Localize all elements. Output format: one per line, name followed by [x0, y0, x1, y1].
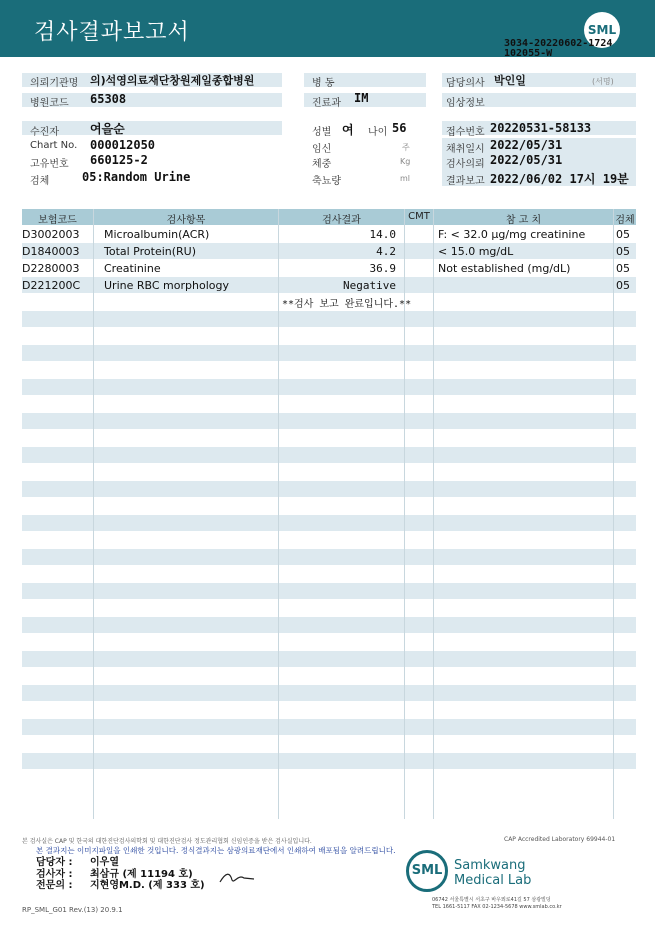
row-code: D2280003 — [22, 262, 80, 275]
table-row-stripe — [22, 413, 636, 429]
chart-label: Chart No. — [30, 140, 78, 151]
table-row-stripe — [22, 583, 636, 599]
barcode-suffix: 102055-W — [504, 48, 553, 59]
print-notice: 본 결과지는 이미지파일을 인쇄한 것입니다. 정식결과지는 삼광의료재단에서 인쇄하여 배포됨을 알려드립니다. — [36, 846, 396, 855]
col-test-item: 검사항목 — [166, 215, 206, 226]
barcode-number: 3034-20220602-1724 — [504, 38, 613, 49]
pregnancy-unit: 주 — [402, 143, 410, 152]
sml-logo-icon: SML — [584, 12, 620, 48]
weight-unit: Kg — [400, 157, 411, 166]
row-specimen: 05 — [616, 262, 630, 275]
row-code: D221200C — [22, 279, 81, 292]
clinical-label: 임상정보 — [446, 98, 485, 109]
id-label: 고유번호 — [30, 159, 69, 170]
sex-value: 여 — [342, 123, 354, 137]
pregnancy-label: 임신 — [312, 144, 332, 155]
row-ref: F: < 32.0 μg/mg creatinine — [438, 228, 586, 241]
col-specimen: 검체 — [615, 215, 635, 226]
chart-value: 000012050 — [90, 138, 156, 152]
cap-note: CAP Accredited Laboratory 69944-01 — [504, 836, 616, 843]
row-item: Microalbumin(ACR) — [104, 228, 210, 241]
examiner-value: 최삼규 (제 11194 호) — [90, 869, 193, 880]
staff-value: 이우열 — [90, 857, 119, 868]
table-row-stripe — [22, 345, 636, 361]
row-code: D3002003 — [22, 228, 80, 241]
institution-value: 의)석영의료재단창원제일종합병원 — [90, 74, 255, 87]
lab-name-line1: Samkwang — [454, 858, 526, 873]
report-complete-text: **검사 보고 완료입니다.** — [282, 299, 412, 310]
col-cmt: CMT — [408, 211, 430, 222]
row-specimen: 05 — [616, 228, 630, 241]
doctor-sign-hint: (서명) — [592, 77, 614, 86]
table-row-stripe — [22, 719, 636, 735]
patient-label: 수진자 — [30, 127, 59, 138]
weight-label: 체중 — [312, 159, 332, 170]
age-label: 나이 — [368, 127, 388, 138]
table-row-stripe — [22, 447, 636, 463]
collect-label: 채취일시 — [446, 144, 485, 155]
row-result: 4.2 — [376, 245, 396, 258]
table-row-stripe — [22, 311, 636, 327]
institution-label: 의뢰기관명 — [30, 78, 79, 89]
col-result: 검사결과 — [322, 215, 361, 226]
specialist-label: 전문의 : — [36, 880, 73, 891]
dept-value: IM — [354, 91, 369, 105]
table-row-stripe — [22, 617, 636, 633]
request-value: 2022/05/31 — [490, 153, 563, 167]
patient-value: 여을순 — [90, 122, 125, 136]
row-ref: < 15.0 mg/dL — [438, 245, 514, 258]
id-value: 660125-2 — [90, 153, 148, 167]
lab-name-line2: Medical Lab — [454, 873, 532, 888]
report-date-value: 2022/06/02 17시 19분 — [490, 172, 629, 186]
receipt-value: 20220531-58133 — [490, 121, 592, 135]
hospital-code-value: 65308 — [90, 92, 127, 106]
row-result: Negative — [343, 279, 396, 292]
table-row-stripe — [22, 753, 636, 769]
accreditation-note: 본 검사실은 CAP 및 한국의 대한진단검사의학회 및 대한진단검사 정도관리협회 신임인증을 받은 검사실입니다. — [22, 838, 312, 845]
row-specimen: 05 — [616, 245, 630, 258]
doctor-value: 박인일 — [494, 74, 526, 87]
collect-value: 2022/05/31 — [490, 138, 563, 152]
signature-icon — [218, 870, 258, 886]
row-ref: Not established (mg/dL) — [438, 262, 571, 275]
col-insurance-code: 보험코드 — [38, 215, 77, 226]
examiner-label: 검사자 : — [36, 869, 73, 880]
row-code: D1840003 — [22, 245, 80, 258]
urine-volume-label: 축뇨량 — [312, 176, 341, 187]
report-date-label: 결과보고 — [446, 176, 485, 187]
table-row-stripe — [22, 481, 636, 497]
table-row-stripe — [22, 549, 636, 565]
table-row-stripe — [22, 379, 636, 395]
row-result: 36.9 — [369, 262, 396, 275]
document-code: RP_SML_G01 Rev.(13) 20.9.1 — [22, 906, 123, 914]
lab-address: 06742 서울특별시 서초구 바우뫼로41길 57 삼광빌딩 — [432, 897, 551, 903]
row-item: Urine RBC morphology — [104, 279, 229, 292]
row-item: Total Protein(RU) — [104, 245, 197, 258]
request-label: 검사의뢰 — [446, 159, 485, 170]
urine-volume-unit: ml — [400, 174, 411, 183]
row-item: Creatinine — [104, 262, 161, 275]
specimen-value: 05:Random Urine — [82, 170, 191, 184]
row-result: 14.0 — [369, 228, 396, 241]
table-row-stripe — [22, 651, 636, 667]
table-row-stripe — [22, 685, 636, 701]
specialist-value: 지현영M.D. (제 333 호) — [90, 880, 205, 891]
table-row-stripe — [22, 515, 636, 531]
dept-label: 진료과 — [312, 98, 341, 109]
specimen-label: 검체 — [30, 176, 50, 187]
row-specimen: 05 — [616, 279, 630, 292]
hospital-code-label: 병원코드 — [30, 98, 69, 109]
report-title: 검사결과보고서 — [34, 20, 190, 45]
staff-label: 담당자 : — [36, 857, 73, 868]
col-reference: 참 고 치 — [505, 215, 542, 226]
age-value: 56 — [392, 121, 407, 135]
sml-lab-logo-icon: SML — [406, 850, 448, 892]
sex-label: 성별 — [312, 127, 332, 138]
receipt-label: 접수번호 — [446, 127, 485, 138]
lab-contact: TEL 1661-5117 FAX 02-1234-5678 www.smlab.co.kr — [432, 904, 562, 910]
ward-label: 병 동 — [312, 78, 335, 89]
doctor-label: 담당의사 — [446, 78, 485, 89]
